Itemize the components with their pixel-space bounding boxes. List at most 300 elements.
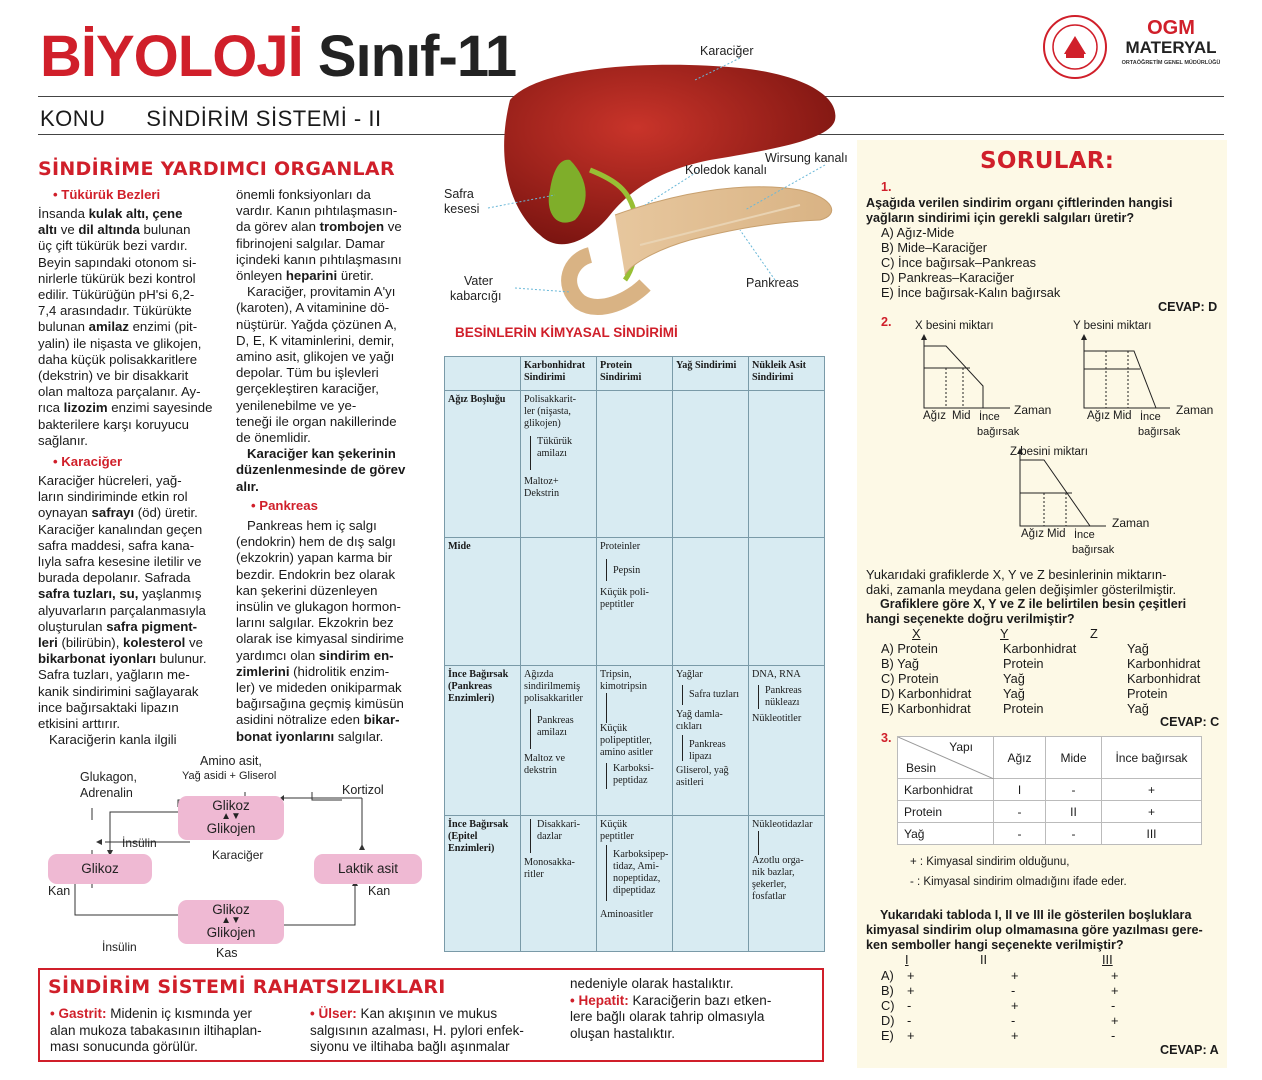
heading-pankreas: • Pankreas [251, 498, 318, 513]
cell-mide-carb [521, 538, 597, 666]
q3-cell: - [994, 823, 1046, 845]
text-line: Karaciğer hücreleri, yağ- [38, 473, 182, 488]
text-line: kan şekerini düzenleyen [236, 582, 378, 598]
th-nuc: Nükleik Asit Sindirimi [749, 357, 825, 391]
text-line: larını salgılar. Ekzokrin bez [236, 615, 394, 631]
graph-y-bagirsak: bağırsak [1138, 426, 1181, 438]
arrow-down-icon [530, 709, 531, 749]
text-line: de önemlidir. [236, 430, 311, 446]
q3-stem [866, 908, 1218, 953]
q2-option-row[interactable] [881, 701, 1227, 716]
text-line: insülin ve glukagon hormon- [236, 599, 401, 615]
ulser-title: • Ülser: [310, 1006, 357, 1021]
q2-option-row[interactable] [881, 641, 1227, 656]
q2-stem-bold: hangi seçenekte doğru verilmiştir? [866, 612, 1075, 626]
disorders-box [38, 968, 824, 1062]
t: Pepsin [613, 565, 641, 576]
q1-option-b[interactable]: B) Mide–Karaciğer [881, 240, 987, 255]
text-line: rıca lizozim enzimi sayesinde [38, 400, 213, 416]
q3-number: 3. [881, 731, 892, 745]
q3-legend-plus: + : Kimyasal sindirim olduğunu, [910, 856, 1070, 868]
topic-value: SİNDİRİM SİSTEMİ - II [146, 106, 382, 131]
text-line: safra maddesi, safra kana- [38, 537, 195, 553]
q1-stem [866, 196, 1216, 226]
t: Pankreas [765, 685, 802, 696]
q3-cell: - [994, 801, 1046, 823]
text-tukuruk [38, 206, 228, 449]
q2-option-cell: Yağ [1127, 701, 1149, 716]
arrow-down-icon [758, 831, 759, 855]
q3-option-cell: - [907, 998, 912, 1013]
arrow-down-icon [606, 763, 607, 789]
t: şekerler, [752, 879, 787, 890]
q1-options [881, 225, 1060, 300]
cell-epitel-nuc [749, 816, 825, 952]
q1-answer: CEVAP: D [1158, 300, 1218, 314]
text-line: alır. [236, 478, 259, 494]
t: Küçük [600, 723, 628, 734]
graph-z-mid: Mid [1047, 528, 1066, 540]
liver-glikojen: Glikojen [206, 821, 256, 836]
t: Polisakkarit- [524, 394, 577, 405]
q3-option-cell: + [907, 983, 915, 998]
graph-x-mid: Mid [952, 410, 971, 422]
q3-besin: Besin [906, 761, 937, 775]
q3-row-label: Karbonhidrat [898, 779, 994, 801]
q3-option-row[interactable] [881, 1013, 1141, 1028]
q2-option-row[interactable] [881, 656, 1227, 671]
arrow-down-icon [530, 819, 531, 853]
q2-option-cell: D) Karbonhidrat [881, 686, 972, 701]
graph-x-label: X besini miktarı [915, 320, 994, 332]
text-line: Beyin sapındaki otonom si- [38, 254, 197, 270]
q2-option-cell: Karbonhidrat [1127, 656, 1201, 671]
q3-row [898, 801, 1202, 823]
t: amilazı [537, 727, 567, 738]
t: Nükleotidazlar [752, 819, 813, 830]
q3-row [898, 823, 1202, 845]
gastrit-line3: ması sonucunda görülür. [50, 1039, 198, 1054]
liver-glycogen-box [178, 796, 284, 840]
q3-option-cell: + [1011, 998, 1019, 1013]
q3-cell: + [1102, 779, 1202, 801]
text-line: (dekstrin) ve bir disakkarit [38, 368, 189, 384]
graph-y-zaman: Zaman [1176, 403, 1214, 417]
questions-title: SORULAR: [980, 148, 1115, 174]
t: sindirilmemiş [524, 681, 581, 692]
text-line: Pankreas hem iç salgı [236, 518, 377, 533]
text-karaciger [38, 473, 228, 748]
disorder-gastrit [50, 1006, 306, 1056]
text-line: bakterilere karşı koruyucu [38, 416, 189, 432]
t: Küçük [600, 819, 628, 830]
text-line: depolar. Tüm bu işlevleri [236, 365, 379, 381]
q3-yapi: Yapı [949, 740, 973, 754]
t: Maltoz ve [524, 753, 566, 764]
q3-legend-minus: - : Kimyasal sindirim olmadığını ifade eder. [910, 876, 1127, 888]
q3-option-row[interactable] [881, 1028, 1141, 1043]
text-line: kanik sindirimini sağlayarak [38, 683, 199, 699]
q1-option-a[interactable]: A) Ağız-Mide [881, 225, 955, 240]
ulser-line2: salgısının azalması, H. pylori enfek- [310, 1022, 524, 1038]
q3-option-cell: D) [881, 1013, 895, 1028]
t: Yağ damla- [676, 709, 723, 720]
gastrit-title: • Gastrit: [50, 1006, 107, 1021]
topic-label: KONU [40, 106, 106, 131]
text-line: nirlerle tükürük bezi kontrol [38, 270, 196, 286]
q3-option-row[interactable] [881, 968, 1141, 983]
text-line: (ekzokrin) yapan karma bir [236, 550, 393, 566]
label-safra-1: Safra [444, 187, 474, 201]
text-line: etkisini arttırır. [38, 716, 121, 732]
text-line: İnsanda kulak altı, çene [38, 206, 183, 221]
q3-stem-line: kimyasal sindirim olup olmamasına göre yazılması gere- [866, 923, 1203, 937]
text-line: ların sindiriminde etkin rol [38, 489, 188, 505]
q2-stem-line: Yukarıdaki grafiklerde X, Y ve Z besinlerinin miktarın- [866, 567, 1167, 582]
label-vater-2: kabarcığı [450, 289, 502, 303]
q3-option-cell: E) [881, 1028, 894, 1043]
cell-ince-fat [673, 666, 749, 816]
q3-option-cell: C) [881, 998, 895, 1013]
gastrit-line1: Midenin iç kısmında yer [106, 1006, 253, 1021]
text-line: bonat iyonlarını salgılar. [236, 728, 384, 744]
q2-graphs [860, 318, 1230, 558]
muscle-arrows-icon: ▲▼ [221, 915, 241, 926]
t: (Epitel [448, 831, 478, 842]
text-line: sağlanır. [38, 432, 88, 448]
t: Pankreas [537, 715, 574, 726]
th-fat: Yağ Sindirimi [673, 357, 749, 391]
q3-option-cell: + [1111, 968, 1119, 983]
q3-option-cell: - [1111, 1028, 1116, 1043]
cell-mide-prot [597, 538, 673, 666]
q2-option-cell: Karbonhidrat [1003, 641, 1077, 656]
cell-agiz-fat [673, 391, 749, 538]
ulser-line1: Kan akışının ve mukus [356, 1006, 498, 1021]
graph-z-zaman: Zaman [1112, 516, 1150, 530]
label-pankreas: Pankreas [746, 276, 799, 290]
q2-option-row[interactable] [881, 671, 1227, 686]
t: Monosakka- [524, 857, 575, 868]
text-karaciger-cont [236, 187, 426, 495]
arrow-down-icon [682, 685, 683, 705]
t: Safra tuzları [689, 689, 740, 700]
q3-cell: III [1102, 823, 1202, 845]
t: Tripsin, [600, 669, 632, 680]
text-line: olan maltoza parçalanır. Ay- [38, 384, 201, 400]
cell-agiz-carb [521, 391, 597, 538]
t: Maltoz+ [524, 476, 559, 487]
q3-row [898, 779, 1202, 801]
t: Disakkari- [537, 819, 580, 830]
q3-corner [898, 737, 994, 779]
q2-number: 2. [881, 315, 892, 329]
q3-option-cell: + [907, 1028, 915, 1043]
lactic-acid-box: Laktik asit [314, 854, 422, 884]
cell-mide-fat [673, 538, 749, 666]
text-line: önemli fonksiyonları da [236, 187, 371, 202]
t: nik bazlar, [752, 867, 795, 878]
cell-epitel-carb [521, 816, 597, 952]
hepatit-line2: lere bağlı olarak tahrip olmasıyla [570, 1009, 765, 1024]
label-karaciger: Karaciğer [700, 44, 754, 58]
row-agiz: Ağız Boşluğu [445, 391, 521, 538]
q2-options [881, 641, 1227, 716]
t: lipazı [689, 751, 712, 762]
hepatit-line3: oluşan hastalıktır. [570, 1025, 676, 1041]
graph-y-ince: İnce [1140, 411, 1161, 423]
q3-options [881, 968, 1141, 1043]
q3-cell: II [1046, 801, 1102, 823]
cell-agiz-prot [597, 391, 673, 538]
t: Nükleotitler [752, 713, 802, 724]
q2-option-cell: Protein [1127, 686, 1168, 701]
arrow-down-icon [758, 685, 759, 709]
graph-x-ince: İnce [979, 411, 1000, 423]
label-safra-2: kesesi [444, 202, 480, 216]
q2-head-x: X [912, 626, 921, 641]
text-line: amino asit, glikojen ve yağı [236, 349, 395, 365]
t: Proteinler [600, 541, 641, 552]
text-line: üç çift tükürük bezi vardır. [38, 238, 188, 254]
title-subject: BİYOLOJİ [40, 24, 303, 89]
hepatit-line1: Karaciğerin bazı etken- [628, 992, 772, 1008]
q3-row-label: Protein [898, 801, 994, 823]
label-amino: Amino asit, [200, 754, 262, 768]
arrow-down-icon [682, 735, 683, 761]
graph-x-zaman: Zaman [1014, 403, 1052, 417]
text-line: fibrinojeni salgılar. Damar [236, 235, 385, 251]
q2-option-cell: C) Protein [881, 671, 939, 686]
label-karaciger-organ: Karaciğer [212, 848, 264, 862]
t: İnce Bağırsak [448, 669, 509, 680]
graph-x-bagirsak: bağırsak [977, 426, 1020, 438]
text-line: önleyen heparini üretir. [236, 268, 374, 284]
disorders-title: SİNDİRİM SİSTEMİ RAHATSIZLIKLARI [48, 976, 446, 998]
gastrit-line2: alan mukoza tabakasının iltihaplan- [50, 1022, 262, 1038]
text-line: vardır. Kanın pıhtılaşmasın- [236, 203, 398, 219]
q3-row-label: Yağ [898, 823, 994, 845]
q3-option-cell: - [1011, 983, 1016, 998]
hepatit-title: • Hepatit: [570, 992, 629, 1008]
ogm-logo [1112, 18, 1230, 66]
t: polipeptitler, [600, 735, 652, 746]
q1-option-e[interactable]: E) İnce bağırsak-Kalın bağırsak [881, 285, 1061, 300]
q3-cell: + [1102, 801, 1202, 823]
ulser-line3: siyonu ve iltihaba bağlı aşınmalar [310, 1039, 510, 1054]
t: dipeptidaz [613, 885, 656, 896]
q3-head-1: I [905, 952, 909, 967]
q3-stem-line: ken semboller hangi seçenekte verilmiştir? [866, 938, 1124, 952]
text-line: oynayan safrayı (öd) üretir. [38, 505, 198, 521]
t: DNA, RNA [752, 669, 801, 680]
cell-ince-prot [597, 666, 673, 816]
q2-option-cell: Yağ [1003, 686, 1025, 701]
t: dekstrin [524, 765, 557, 776]
t: peptitler [600, 599, 634, 610]
t: cıkları [676, 721, 703, 732]
q3-col-ince: İnce bağırsak [1102, 737, 1202, 779]
t: Karboksi- [613, 763, 654, 774]
t: fosfatlar [752, 891, 786, 902]
label-insulin-2: İnsülin [102, 940, 137, 954]
table-corner [445, 357, 521, 391]
q3-option-cell: - [907, 1013, 912, 1028]
graph-z-agiz: Ağız [1021, 528, 1045, 540]
section-title-organs: SİNDİRİME YARDIMCI ORGANLAR [38, 158, 395, 180]
text-line: ler) ve mideden onikiparmak [236, 680, 402, 696]
text-line: Karaciğerin kanla ilgili [38, 732, 177, 748]
text-line: safra tuzları, su, yaşlanmış [38, 586, 202, 602]
label-glukagon: Glukagon, [80, 770, 137, 784]
arrow-down-icon [530, 436, 531, 470]
text-line: (endokrin) hem de dış salgı [236, 534, 396, 550]
text-line: zimlerini (hidrolitik enzim- [236, 663, 390, 679]
q3-head-2: II [980, 952, 988, 967]
q2-option-cell: Protein [1003, 656, 1044, 671]
title-class: Sınıf-11 [317, 24, 517, 89]
logo-ogm: OGM [1147, 17, 1195, 39]
q2-option-cell: Yağ [1003, 671, 1025, 686]
label-insulin-1: İnsülin [122, 836, 157, 850]
logo-sub: ORTAÖĞRETİM GENEL MÜDÜRLÜĞÜ [1121, 60, 1221, 66]
graph-z-ince: İnce [1074, 529, 1095, 541]
text-line: olarak ise kimyasal sindirime [236, 631, 404, 647]
q2-answer: CEVAP: C [1160, 715, 1220, 729]
t: Küçük poli- [600, 587, 649, 598]
t: polisakkaritler [524, 693, 583, 704]
q3-option-cell: + [1011, 1028, 1019, 1043]
t: Azotlu orga- [752, 855, 804, 866]
text-line: alyuvarların parçalanmasıyla [38, 602, 206, 618]
t: nopeptidaz, [613, 873, 661, 884]
text-line: Karaciğer kan şekerinin [247, 446, 396, 462]
text-line: ince bağırsaktaki lipazın [38, 699, 179, 715]
q3-option-cell: A) [881, 968, 894, 983]
digestion-table [444, 356, 825, 952]
muscle-glikojen: Glikojen [206, 925, 256, 940]
text-line: 7,4 arasındadır. Tükürükte [38, 303, 192, 319]
cell-epitel-fat [673, 816, 749, 952]
label-kortizol: Kortizol [342, 783, 384, 797]
graph-z-label: Z besini miktarı [1010, 446, 1088, 458]
t: peptitler [600, 831, 634, 842]
text-line: Karaciğer, provitamin A'yı [236, 284, 396, 300]
heading-karaciger: • Karaciğer [53, 454, 123, 469]
graph-z-bagirsak: bağırsak [1072, 544, 1115, 556]
q3-option-cell: + [1111, 983, 1119, 998]
text-line: bezdir. Endokrin bez olarak [236, 566, 396, 582]
table-title: BESİNLERİN KİMYASAL SİNDİRİMİ [455, 325, 678, 340]
t: Dekstrin [524, 488, 560, 499]
t: glikojen) [524, 418, 561, 429]
text-line: oluşturulan safra pigment- [38, 618, 198, 634]
t: kimotripsin [600, 681, 647, 692]
label-wirsung: Wirsung kanalı [765, 151, 848, 165]
q2-stem-line: daki, zamanla meydana gelen değişimler gösterilmiştir. [866, 582, 1177, 597]
q1-option-c[interactable]: C) İnce bağırsak–Pankreas [881, 255, 1037, 270]
glucose-regulation-diagram [40, 750, 430, 965]
cell-epitel-prot [597, 816, 673, 952]
q3-option-cell: + [907, 968, 915, 983]
text-line: da görev alan trombojen ve [236, 219, 402, 235]
graph-y-agiz: Ağız [1087, 410, 1111, 422]
text-line: düzenlenmesinde de görev [236, 462, 406, 478]
text-line: daha küçük polisakkaritlere [38, 351, 198, 367]
q3-option-cell: - [1111, 998, 1116, 1013]
q1-option-d[interactable]: D) Pankreas–Karaciğer [881, 270, 1015, 285]
label-koledok: Koledok kanalı [685, 163, 768, 177]
q2-option-row[interactable] [881, 686, 1227, 701]
topic-line [40, 106, 416, 132]
liver-glikoz: Glikoz [212, 798, 250, 813]
label-kas: Kas [216, 946, 238, 960]
q3-col-mide: Mide [1046, 737, 1102, 779]
text-line: Karaciğer kanalından geçen [38, 521, 203, 537]
t: Pankreas [689, 739, 726, 750]
label-adrenalin: Adrenalin [80, 786, 133, 800]
t: Enzimleri) [448, 843, 495, 854]
q3-cell: I [994, 779, 1046, 801]
t: dazlar [537, 831, 562, 842]
blood-glucose-box: Glikoz [48, 854, 152, 884]
ministry-seal-icon [1042, 14, 1108, 80]
label-vater-1: Vater [464, 274, 493, 288]
q2-stem-bold: Grafiklere göre X, Y ve Z ile belirtilen besin çeşitleri [880, 597, 1187, 611]
q3-col-agiz: Ağız [994, 737, 1046, 779]
t: (Pankreas [448, 681, 492, 692]
th-carb: Karbonhidrat Sindirimi [521, 357, 597, 391]
liver-arrows-icon: ▲▼ [221, 811, 241, 822]
text-line: yalin) ile nişasta ve glikojen, [38, 335, 202, 351]
graph-x-agiz: Ağız [923, 410, 947, 422]
text-line: edilir. Tükürüğün pH'si 6,2- [38, 287, 195, 303]
text-pankreas [236, 518, 426, 745]
row-ince-epitel [445, 816, 521, 952]
t: nükleazı [765, 697, 800, 708]
t: asitleri [676, 777, 704, 788]
q3-answer: CEVAP: A [1160, 1043, 1219, 1057]
t: Aminoasitler [600, 909, 654, 920]
text-line: nüştürür. Yağda çözünen A, [236, 316, 397, 332]
t: Enzimleri) [448, 693, 495, 704]
cell-ince-carb [521, 666, 597, 816]
t: amino asitler [600, 747, 653, 758]
arrow-down-icon [606, 559, 607, 581]
graph-y-mid: Mid [1113, 410, 1132, 422]
q3-stem-line: Yukarıdaki tabloda I, II ve III ile gösterilen boşluklara [880, 908, 1192, 922]
text-line: bulunan amilaz enzimi (pit- [38, 319, 198, 335]
q3-option-cell: + [1011, 968, 1019, 983]
label-kan-right: Kan [368, 884, 391, 898]
q2-option-cell: E) Karbonhidrat [881, 701, 971, 716]
q3-option-row[interactable] [881, 983, 1141, 998]
cell-ince-nuc [749, 666, 825, 816]
text-line: içindeki kanın pıhtılaşmasını [236, 251, 402, 267]
text-line: lıyla safra kesesine iletilir ve [38, 554, 202, 570]
t: amilazı [537, 448, 567, 459]
disorder-hepatit [570, 976, 820, 1042]
q2-option-cell: B) Yağ [881, 656, 919, 671]
cell-agiz-nuc [749, 391, 825, 538]
q2-option-cell: Karbonhidrat [1127, 671, 1201, 686]
q3-option-row[interactable] [881, 998, 1141, 1013]
ulser-line4: nedeniyle olarak hastalıktır. [570, 976, 734, 991]
label-yag-asidi: Yağ asidi + Gliserol [182, 770, 277, 782]
t: Tükürük [537, 436, 573, 447]
q2-head-y: Y [1000, 626, 1009, 641]
t: Ağızda [524, 669, 554, 680]
